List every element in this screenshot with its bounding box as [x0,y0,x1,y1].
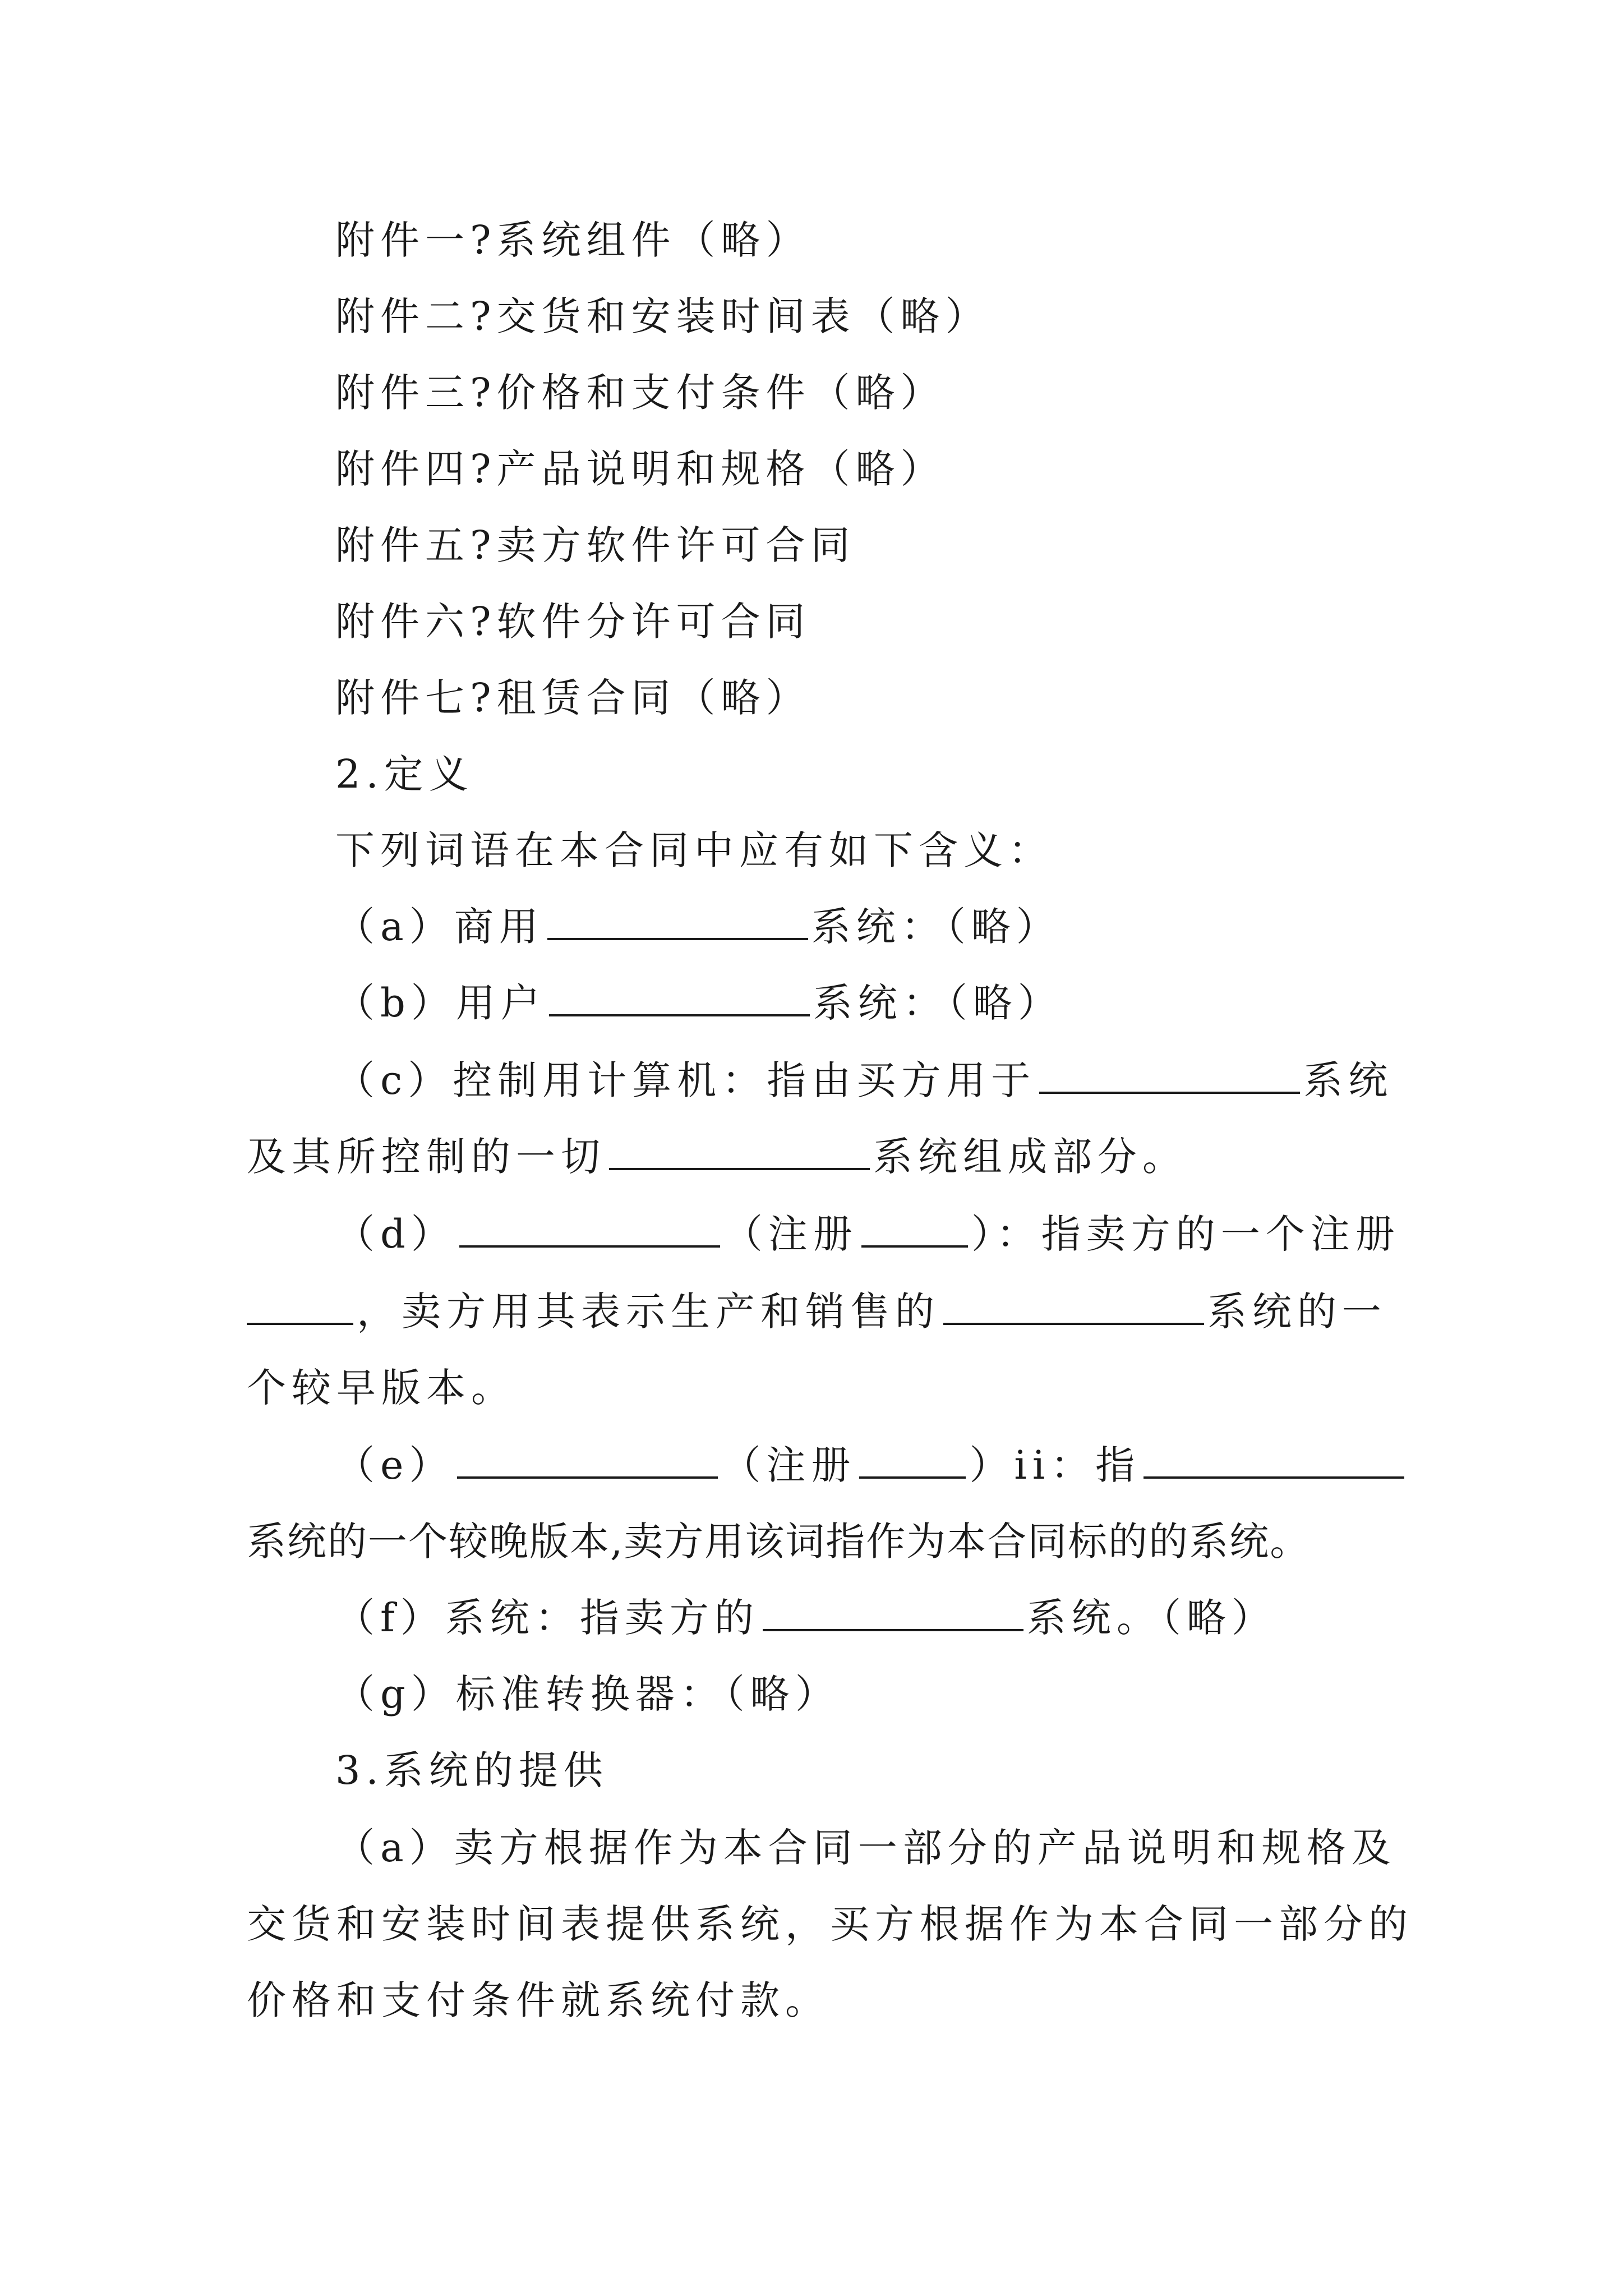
definition-g: （g）标准转换器：（略） [335,1671,840,1717]
annex-item-3: 附件三?价格和支付条件（略） [335,370,946,416]
definition-e-line-2: 系统的一个较晚版本,卖方用该词指作为本合同标的的系统。 [247,1519,1311,1565]
definition-c-text: 系统 [1303,1057,1394,1103]
section-2-intro: 下列词语在本合同中应有如下含义： [335,827,1053,873]
fill-blank [861,1206,968,1248]
fill-blank [609,1129,870,1170]
definition-d-text: （d） [335,1211,456,1257]
definition-b-suffix: 系统：（略） [813,980,1063,1026]
definition-d-line-3: 个较早版本。 [247,1365,516,1411]
definition-c-line-2 [247,1129,1187,1185]
fill-blank [457,1437,718,1479]
annex-item-2: 附件二?交货和安装时间表（略） [335,293,990,339]
section-3-a-line-1: （a）卖方根据作为本合同一部分的产品说明和规格及 [335,1825,1396,1871]
definition-e-text: （注册 [721,1442,856,1488]
fill-blank [1144,1437,1404,1479]
definition-a-prefix: （a）商用 [335,904,544,950]
definition-d-text: 系统的一 [1207,1289,1387,1335]
definition-d-line-1 [335,1206,1400,1262]
definition-e-text: （e） [335,1442,454,1488]
definition-a [335,899,1061,955]
definition-f-text: 系统。（略） [1026,1595,1276,1641]
definition-c-text: 系统组成部分。 [873,1134,1187,1180]
definition-d-line-2 [247,1283,1387,1340]
fill-blank [763,1590,1023,1631]
definition-e-text: ）ii：指 [969,1442,1141,1488]
definition-d-text: ，卖方用其表示生产和销售的 [357,1289,940,1335]
definition-d-text: （注册 [723,1211,858,1257]
fill-blank [547,899,808,940]
definition-f [335,1590,1276,1646]
annex-item-1: 附件一?系统组件（略） [335,217,811,263]
fill-blank [1039,1052,1300,1094]
fill-blank [943,1283,1204,1325]
annex-item-6: 附件六?软件分许可合同 [335,599,811,645]
fill-blank [549,975,810,1016]
annex-item-7: 附件七?租赁合同（略） [335,675,811,721]
definition-d-text: ）：指卖方的一个注册 [971,1211,1400,1257]
section-3-heading: 3.系统的提供 [335,1747,608,1793]
definition-c-line-1 [335,1052,1393,1108]
section-3-a-line-3: 价格和支付条件就系统付款。 [247,1977,830,2023]
section-2-heading: 2.定义 [335,751,474,797]
fill-blank [859,1437,966,1479]
fill-blank [247,1283,353,1325]
annex-item-4: 附件四?产品说明和规格（略） [335,446,946,492]
definition-f-text: （f）系统：指卖方的 [335,1595,759,1641]
definition-a-suffix: 系统：（略） [811,904,1061,950]
definition-c-text: （c）控制用计算机：指由买方用于 [335,1057,1036,1103]
fill-blank [459,1206,720,1248]
definition-e-line-1 [335,1437,1408,1493]
definition-b [335,975,1063,1031]
definition-c-text: 及其所控制的一切 [247,1134,606,1180]
definition-b-prefix: （b）用户 [335,980,546,1026]
annex-item-5: 附件五?卖方软件许可合同 [335,522,856,568]
section-3-a-line-2: 交货和安装时间表提供系统，买方根据作为本合同一部分的 [247,1901,1413,1947]
